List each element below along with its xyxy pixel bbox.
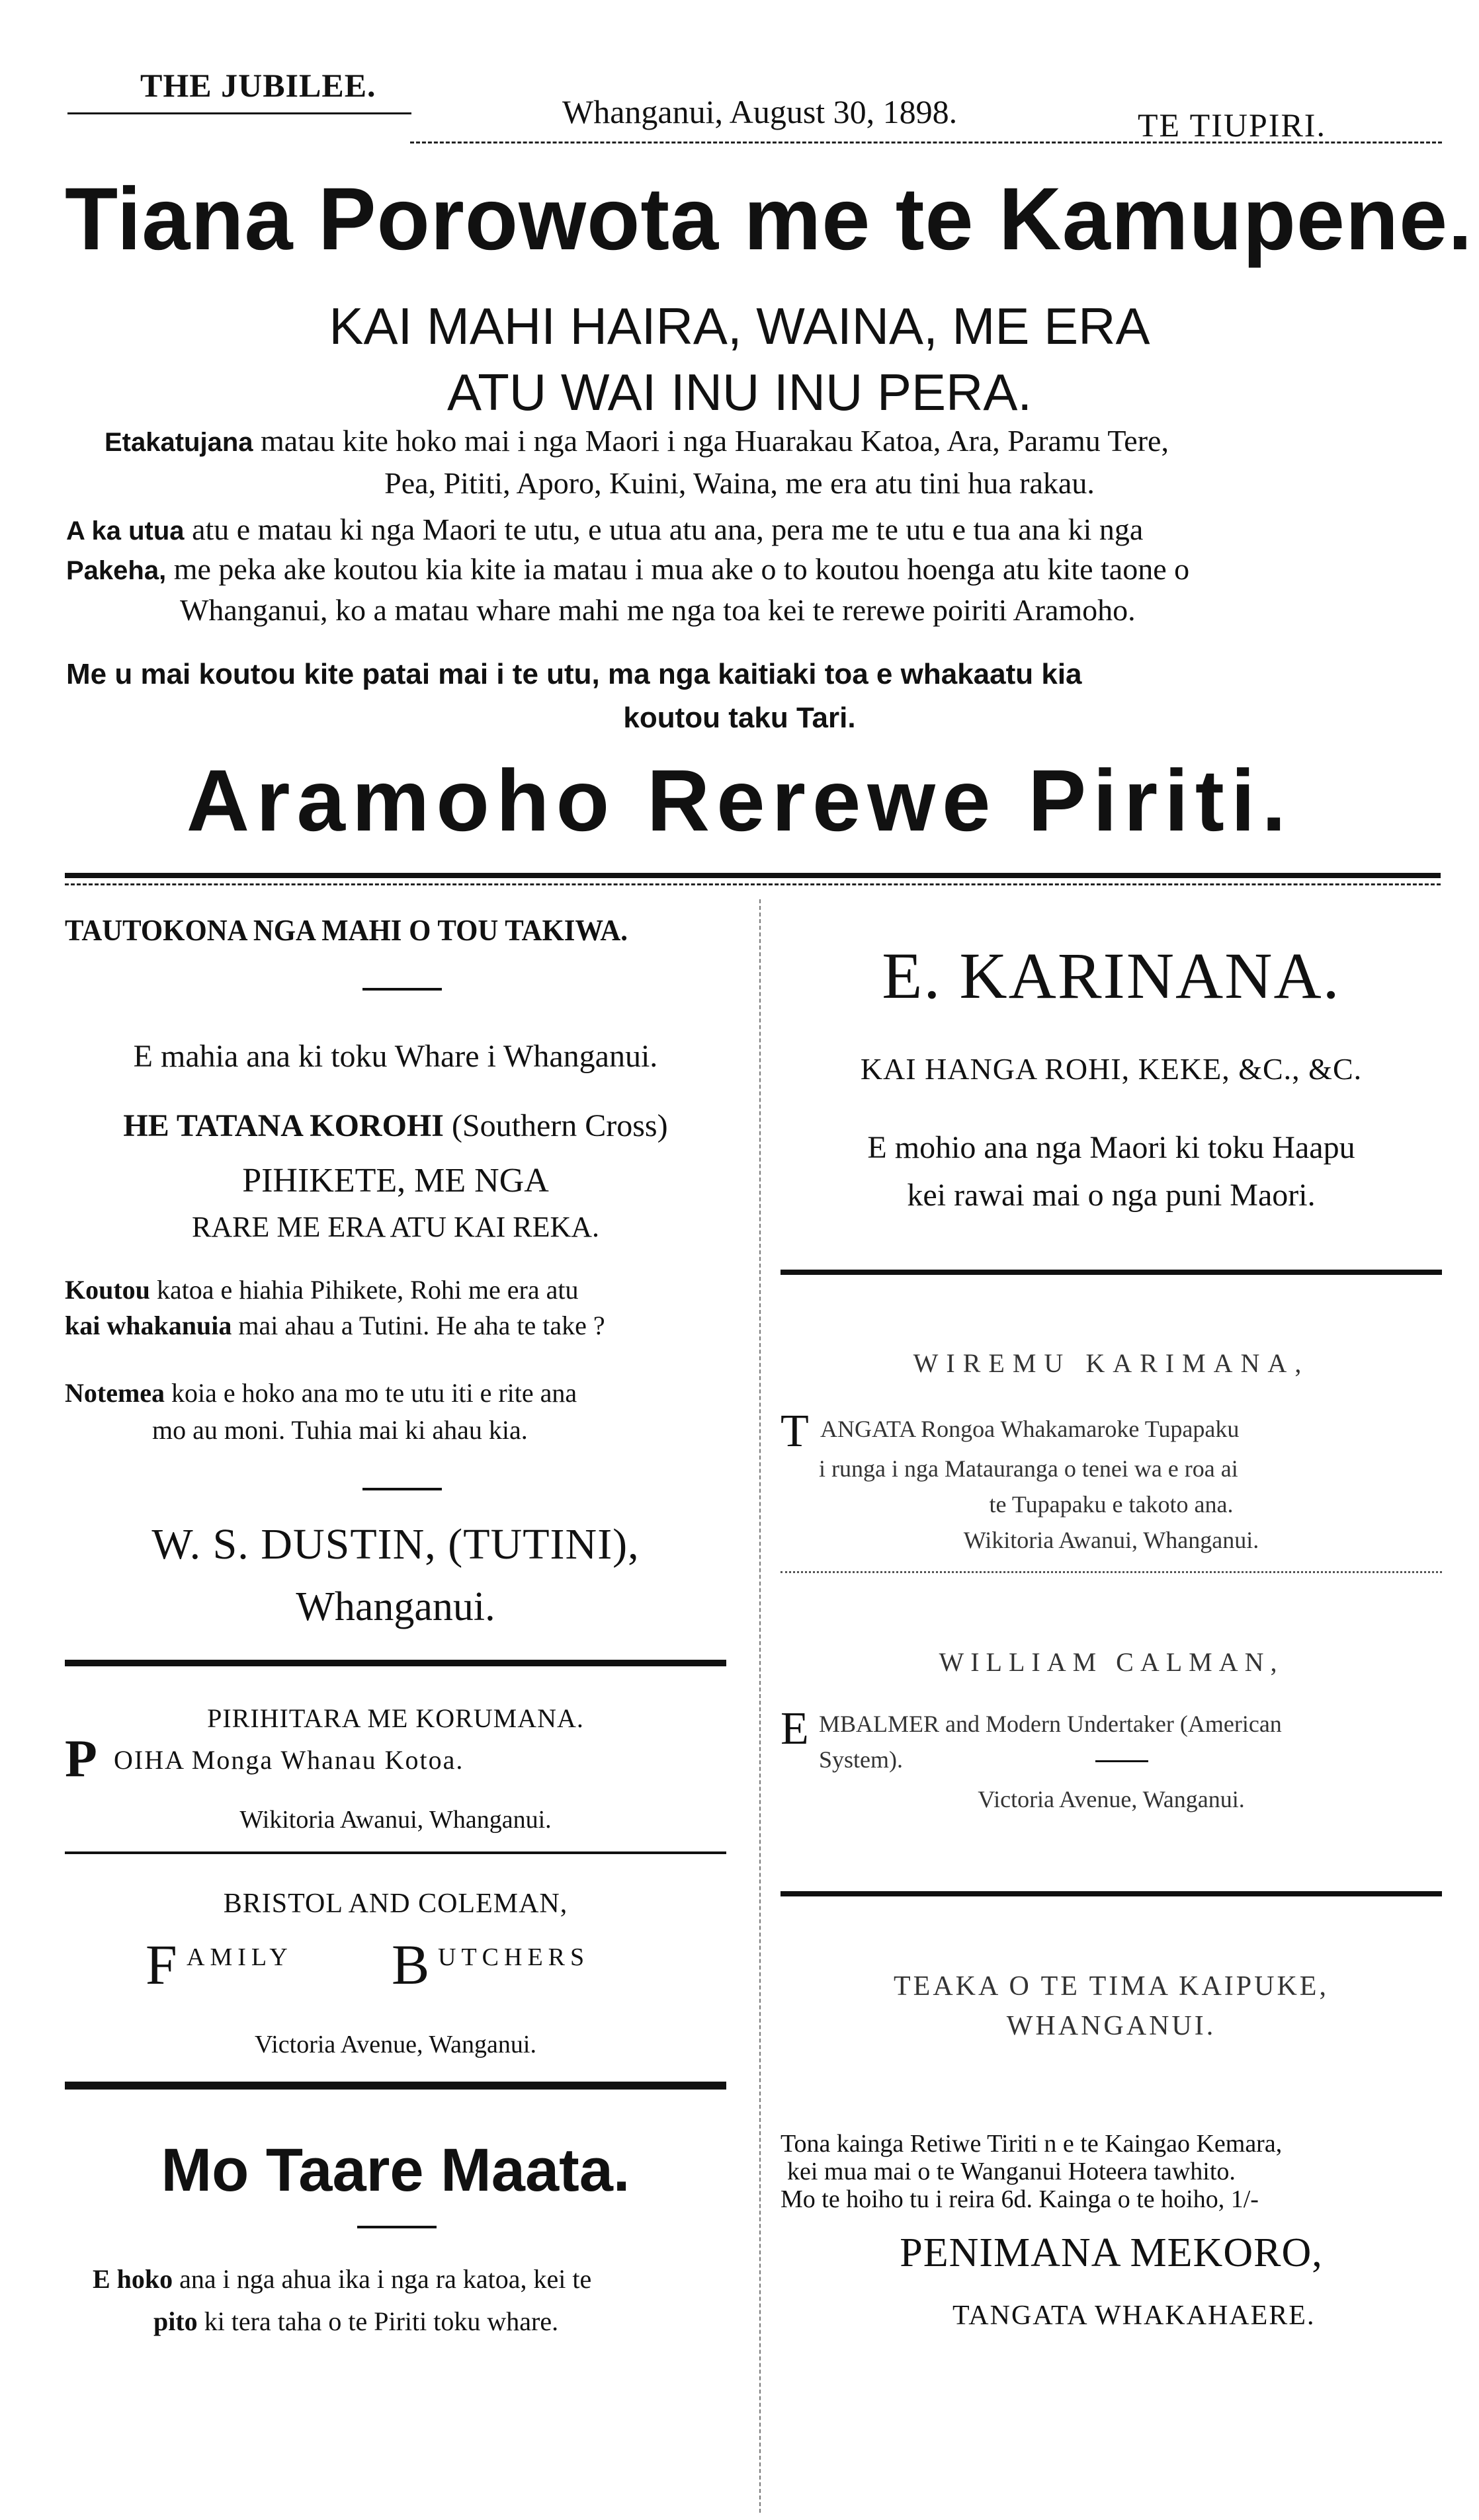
masthead-right: TE TIUPIRI. (1138, 106, 1326, 143)
masthead-date: Whanganui, August 30, 1898. (562, 93, 958, 130)
main-ad-para2-lead: A ka utua (66, 516, 185, 546)
right-ad2-dotted-rule (781, 1571, 1442, 1573)
right-ad2-heading: WIREMU KARIMANA, (913, 1348, 1310, 1378)
left-ad1-signature: W. S. DUSTIN, (TUTINI), (151, 1520, 640, 1568)
left-ad1-p1-lead: Koutou (65, 1275, 150, 1305)
left-ad3-word-family: AMILY (187, 1943, 293, 1971)
right-ad2-drop-initial: T (781, 1406, 809, 1457)
right-ad3-short-rule (1095, 1760, 1148, 1762)
right-ad3-heading: WILLIAM CALMAN, (939, 1647, 1284, 1677)
masthead-underline-left (67, 112, 411, 114)
left-ad2-address: Wikitoria Awanui, Whanganui. (239, 1806, 552, 1834)
main-ad-subtitle-1: KAI MAHI HAIRA, WAINA, ME ERA (329, 297, 1150, 355)
left-ad1-short-rule-2 (362, 1488, 442, 1490)
left-ad1-signature-place: Whanganui. (296, 1584, 495, 1629)
left-ad1-p2-line1 (65, 1375, 577, 1411)
main-ad-para2-line3: Whanganui, ko a matau whare mahi me nga toa kei te rerewe poiriti Aramoho. (180, 593, 1136, 627)
main-ad-para1-line1 (105, 421, 1169, 462)
left-ad1-p1-text2: mai ahau a Tutini. He aha te take ? (232, 1311, 605, 1340)
main-ad-para2-line1 (66, 509, 1143, 550)
left-ad3-initial-f: F (146, 1933, 177, 1996)
left-ad3-heading: BRISTOL AND COLEMAN, (223, 1889, 568, 1919)
right-ad4-name: PENIMANA MEKORO, (900, 2230, 1323, 2275)
left-ad1-p2-text1: koia e hoko ana mo te utu iti e rite ana (165, 1378, 577, 1408)
main-ad-para1-line2: Pea, Pititi, Aporo, Kuini, Waina, me era atu tini hua rakau. (384, 466, 1095, 500)
right-ad1-line1: E mohio ana nga Maori ki toku Haapu (867, 1130, 1355, 1165)
main-divider-dashes (65, 883, 1441, 885)
left-ad1-p2-lead: Notemea (65, 1378, 165, 1408)
main-ad-para3-line2: koutou taku Tari. (623, 702, 856, 734)
left-ad1-line3: PIHIKETE, ME NGA (242, 1162, 549, 1199)
left-ad1-bottom-rule (65, 1660, 726, 1666)
right-ad1-line2: kei rawai mai o nga puni Maori. (907, 1178, 1316, 1213)
right-ad3-drop-initial: E (781, 1703, 809, 1754)
main-ad-para3-line1: Me u mai koutou kite patai mai i te utu, ma nga kaitiaki toa e whakaatu kia (66, 658, 1082, 690)
left-ad1-p1-line1 (65, 1272, 579, 1308)
left-ad1-line4: RARE ME ERA ATU KAI REKA. (191, 1211, 600, 1243)
left-ad1-p1-line2 (65, 1308, 605, 1344)
left-ad4-line1-text: ana i nga ahua ika i nga ra katoa, kei te (173, 2264, 592, 2294)
masthead-dashed-rule (410, 142, 1442, 143)
right-ad3-line3: Victoria Avenue, Wanganui. (978, 1786, 1245, 1812)
right-ad4-role: TANGATA WHAKAHAERE. (952, 2300, 1316, 2331)
main-ad-para2-text1: atu e matau ki nga Maori te utu, e utua atu ana, pera me te utu e tua ana ki nga (184, 512, 1144, 546)
left-ad1-p1-lead2: kai whakanuia (65, 1311, 232, 1340)
left-ad2-drop-initial: P (65, 1730, 97, 1788)
left-ad1-p1-text1: katoa e hiahia Pihikete, Rohi me era atu (149, 1275, 579, 1305)
right-ad1-subtitle: KAI HANGA ROHI, KEKE, &C., &C. (860, 1052, 1363, 1086)
left-ad1-line2-bold: HE TATANA KOROHI (123, 1108, 444, 1143)
masthead-left: THE JUBILEE. (140, 67, 376, 104)
main-ad-subtitle-2: ATU WAI INU INU PERA. (446, 363, 1033, 421)
right-ad4-line1: Tona kainga Retiwe Tiriti n e te Kaingao Kemara, (781, 2130, 1283, 2158)
right-ad3-line1: MBALMER and Modern Undertaker (American (819, 1711, 1282, 1737)
left-ad1-heading: TAUTOKONA NGA MAHI O TOU TAKIWA. (65, 913, 628, 947)
left-ad3-address: Victoria Avenue, Wanganui. (255, 2031, 536, 2058)
main-ad-para2-line2 (66, 549, 1189, 590)
main-ad-title: Tiana Porowota me te Kamupene. (65, 170, 1473, 268)
main-ad-footer: Aramoho Rerewe Piriti. (186, 752, 1293, 849)
left-ad1-line1: E mahia ana ki toku Whare i Whanganui. (133, 1039, 658, 1074)
left-ad2-heading: PIRIHITARA ME KORUMANA. (207, 1703, 584, 1733)
right-ad2-line1: ANGATA Rongoa Whakamaroke Tupapaku (820, 1416, 1240, 1442)
left-ad1-line2-rest: (Southern Cross) (443, 1108, 668, 1143)
left-ad2-bottom-rule (65, 1851, 726, 1854)
right-ad2-line4: Wikitoria Awanui, Whanganui. (963, 1527, 1259, 1553)
left-ad4-line2 (153, 2304, 558, 2339)
left-ad3-bottom-rule (65, 2082, 726, 2090)
left-ad4-line1 (93, 2261, 591, 2297)
column-separator (759, 899, 761, 2513)
left-ad4-line2-text: ki tera taha o te Piriti toku whare. (197, 2306, 559, 2336)
main-ad-para2-lead2: Pakeha, (66, 556, 167, 585)
right-ad1-bottom-rule (781, 1270, 1442, 1275)
right-ad2-line2: i runga i nga Matauranga o tenei wa e roa ai (819, 1455, 1238, 1482)
main-ad-para2-text2: me peka ake koutou kia kite ia matau i mua ake o to koutou hoenga atu kite taone o (166, 552, 1190, 586)
left-ad3-initial-b: B (392, 1933, 430, 1996)
left-ad4-line1-lead: E hoko (93, 2264, 173, 2294)
right-ad4-heading2: WHANGANUI. (1006, 2011, 1216, 2041)
left-ad1-line2 (65, 1108, 726, 1144)
main-divider-rule (65, 873, 1441, 878)
right-ad3-bottom-rule (781, 1891, 1442, 1896)
right-ad4-heading1: TEAKA O TE TIMA KAIPUKE, (894, 1971, 1329, 2002)
left-ad4-short-rule (357, 2226, 437, 2228)
left-ad3-word-butchers: UTCHERS (438, 1943, 590, 1971)
main-ad-para1-lead: Etakatujana (105, 428, 253, 457)
left-ad1-p2-line2: mo au moni. Tuhia mai ki ahau kia. (152, 1415, 528, 1445)
left-ad4-line2-lead: pito (153, 2306, 198, 2336)
right-ad2-line3: te Tupapaku e takoto ana. (989, 1491, 1234, 1518)
main-ad-para1-text: matau kite hoko mai i nga Maori i nga Huarakau Katoa, Ara, Paramu Tere, (253, 424, 1169, 458)
right-ad3-line2: System). (819, 1746, 904, 1773)
right-ad4-line2: kei mua mai o te Wanganui Hoteera tawhito. (787, 2158, 1236, 2185)
left-ad2-body: OIHA Monga Whanau Kotoa. (114, 1745, 464, 1775)
right-ad4-line3: Mo te hoiho tu i reira 6d. Kainga o te hoiho, 1/- (781, 2185, 1259, 2213)
left-ad4-title: Mo Taare Maata. (161, 2136, 630, 2204)
left-ad1-short-rule-1 (362, 988, 442, 991)
right-ad1-title: E. KARINANA. (882, 939, 1341, 1012)
